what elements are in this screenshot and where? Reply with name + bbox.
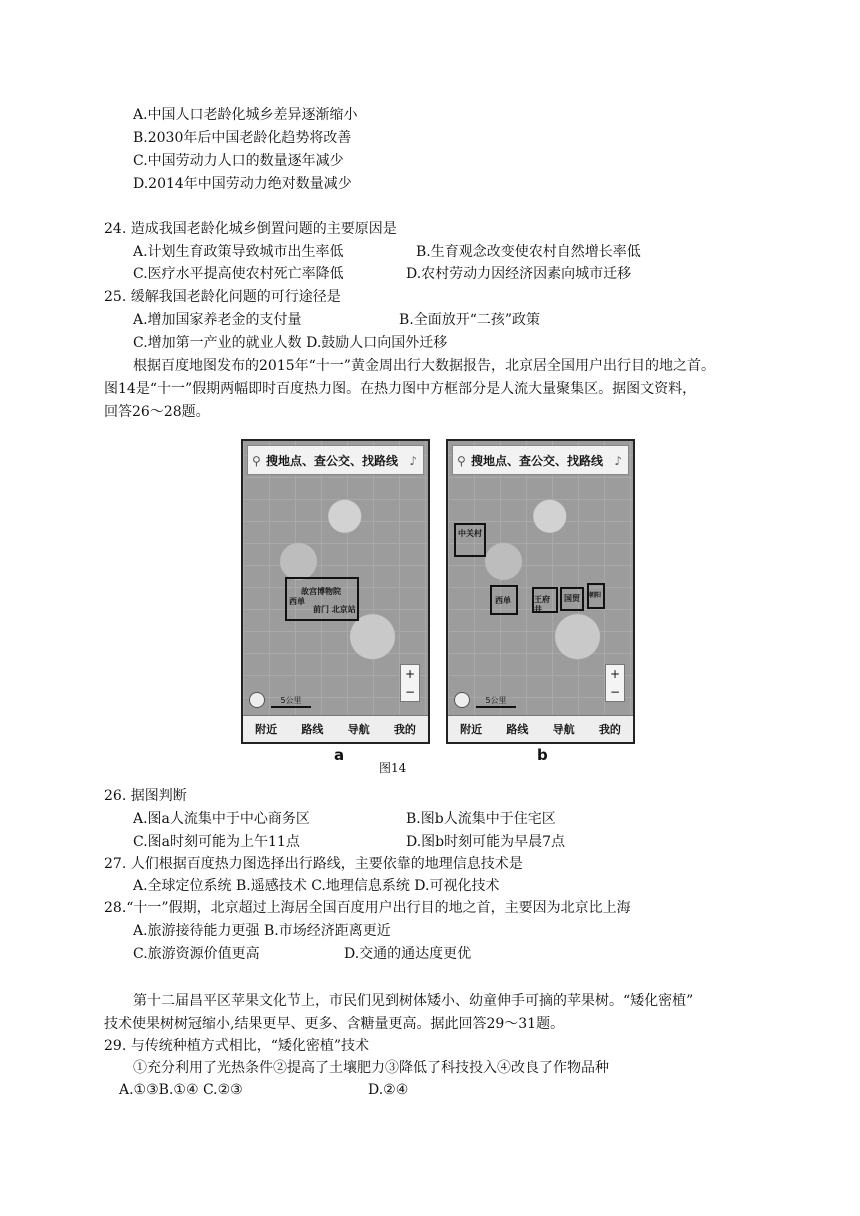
zoom-out-icon: − — [404, 685, 416, 699]
map-a-scale: 5公里 — [271, 695, 311, 708]
intro-29-31-line2: 技术使果树树冠缩小,结果更早、更多、含糖量更高。据此回答29～31题。 — [104, 1016, 565, 1032]
zoom-in-icon: + — [404, 667, 416, 681]
map-b-box-label: 中关村 — [458, 529, 482, 538]
q24-option-a: A.计划生育政策导致城市出生率低 — [133, 244, 344, 260]
bottom-item-route: 路线 — [301, 723, 324, 736]
q28-option-d: D.交通的通达度更优 — [344, 946, 472, 962]
bottom-item-navigate: 导航 — [552, 723, 575, 736]
q23-option-d: D.2014年中国劳动力绝对数量减少 — [133, 176, 352, 192]
q23-option-c: C.中国劳动力人口的数量逐年减少 — [133, 153, 344, 169]
q29-options-abc: A.①③B.①④ C.②③ — [119, 1082, 243, 1098]
locate-icon — [249, 692, 265, 708]
bottom-item-mine: 我的 — [598, 723, 621, 736]
q23-option-a: A.中国人口老龄化城乡差异逐渐缩小 — [133, 107, 358, 123]
search-icon: ⚲ — [252, 454, 261, 468]
q25-option-cd: C.增加第一产业的就业人数 D.鼓励人口向国外迁移 — [133, 335, 448, 351]
map-a-search-bar — [247, 445, 424, 475]
map-b-scale: 5公里 — [476, 695, 516, 708]
map-b-label: b — [537, 746, 548, 764]
map-b-box-label: 西单 — [495, 596, 511, 605]
figure-caption: 图14 — [379, 761, 407, 775]
intro-29-31-line1: 第十二届昌平区苹果文化节上，市民们见到树体矮小、幼童伸手可摘的苹果树。“矮化密植” — [133, 993, 694, 1009]
q28-stem: 28.“十一”假期，北京超过上海居全国百度用户出行目的地之首，主要因为北京比上海 — [104, 900, 631, 916]
zoom-out-icon: − — [609, 685, 621, 699]
map-a-crowd-box — [285, 577, 359, 621]
q24-stem: 24. 造成我国老龄化城乡倒置问题的主要原因是 — [104, 221, 397, 237]
q23-option-b: B.2030年后中国老龄化趋势将改善 — [133, 130, 352, 146]
search-icon: ⚲ — [457, 454, 466, 468]
map-a-label: a — [334, 746, 345, 764]
q24-option-c: C.医疗水平提高使农村死亡率降低 — [133, 266, 344, 282]
map-b-box-chaoyang — [587, 583, 605, 609]
microphone-icon: ♪ — [614, 454, 622, 468]
q25-option-a: A.增加国家养老金的支付量 — [133, 312, 302, 328]
q26-option-d: D.图b时刻可能为早晨7点 — [406, 834, 566, 850]
bottom-item-nearby: 附近 — [460, 723, 483, 736]
heatmap-a — [241, 439, 430, 744]
zoom-in-icon: + — [609, 667, 621, 681]
bottom-item-route: 路线 — [506, 723, 529, 736]
q26-option-b: B.图b人流集中于住宅区 — [406, 811, 556, 827]
map-b-box-label: 朝阳 — [589, 592, 602, 599]
q26-stem: 26. 据图判断 — [104, 788, 187, 804]
map-b-search-bar — [452, 445, 629, 475]
map-a-box-line1: 故宫博物院 — [301, 587, 341, 596]
q27-stem: 27. 人们根据百度热力图选择出行路线，主要依靠的地理信息技术是 — [104, 856, 523, 872]
map-a-box-left: 西单 — [289, 597, 305, 606]
q24-option-b: B.生育观念改变使农村自然增长率低 — [416, 244, 641, 260]
q24-option-d: D.农村劳动力因经济因素向城市迁移 — [406, 266, 632, 282]
q25-option-b: B.全面放开“二孩”政策 — [399, 312, 541, 328]
map-b-bottom-bar — [448, 715, 633, 742]
zoom-control — [400, 664, 420, 702]
intro-26-28-line3: 回答26～28题。 — [104, 404, 210, 420]
bottom-item-navigate: 导航 — [347, 723, 370, 736]
map-b-search-text: 搜地点、查公交、找路线 — [471, 454, 604, 468]
map-b-box-wangfujing — [532, 587, 558, 613]
map-a-box-line2: 前门 北京站 — [313, 605, 356, 614]
q29-stem: 29. 与传统种植方式相比，“矮化密植”技术 — [104, 1038, 370, 1054]
zoom-control — [605, 664, 625, 702]
intro-26-28-line1: 根据百度地图发布的2015年“十一”黄金周出行大数据报告，北京居全国用户出行目的地之首。 — [133, 358, 715, 374]
map-b-box-guomao — [560, 587, 584, 611]
map-b-box-zhongguancun — [454, 523, 486, 557]
q29-option-d: D.②④ — [368, 1082, 409, 1098]
q26-option-c: C.图a时刻可能为上午11点 — [133, 834, 300, 850]
q27-options: A.全球定位系统 B.遥感技术 C.地理信息系统 D.可视化技术 — [133, 878, 500, 894]
map-a-bottom-bar — [243, 715, 428, 742]
map-b-box-label: 国贸 — [564, 594, 580, 603]
intro-26-28-line2: 图14是“十一”假期两幅即时百度热力图。在热力图中方框部分是人流大量聚集区。据图文资料， — [104, 381, 697, 397]
map-a-search-text: 搜地点、查公交、找路线 — [266, 454, 399, 468]
microphone-icon: ♪ — [409, 454, 417, 468]
heatmap-b — [446, 439, 635, 744]
q28-option-ab: A.旅游接待能力更强 B.市场经济距离更近 — [133, 923, 391, 939]
map-b-box-xidan — [490, 585, 518, 615]
bottom-item-nearby: 附近 — [255, 723, 278, 736]
bottom-item-mine: 我的 — [393, 723, 416, 736]
locate-icon — [454, 692, 470, 708]
map-b-box-label: 王府井 — [534, 595, 550, 614]
q25-stem: 25. 缓解我国老龄化问题的可行途径是 — [104, 289, 341, 305]
q29-items: ①充分利用了光热条件②提高了土壤肥力③降低了科技投入④改良了作物品种 — [133, 1060, 609, 1076]
q26-option-a: A.图a人流集中于中心商务区 — [133, 811, 310, 827]
q28-option-c: C.旅游资源价值更高 — [133, 946, 260, 962]
